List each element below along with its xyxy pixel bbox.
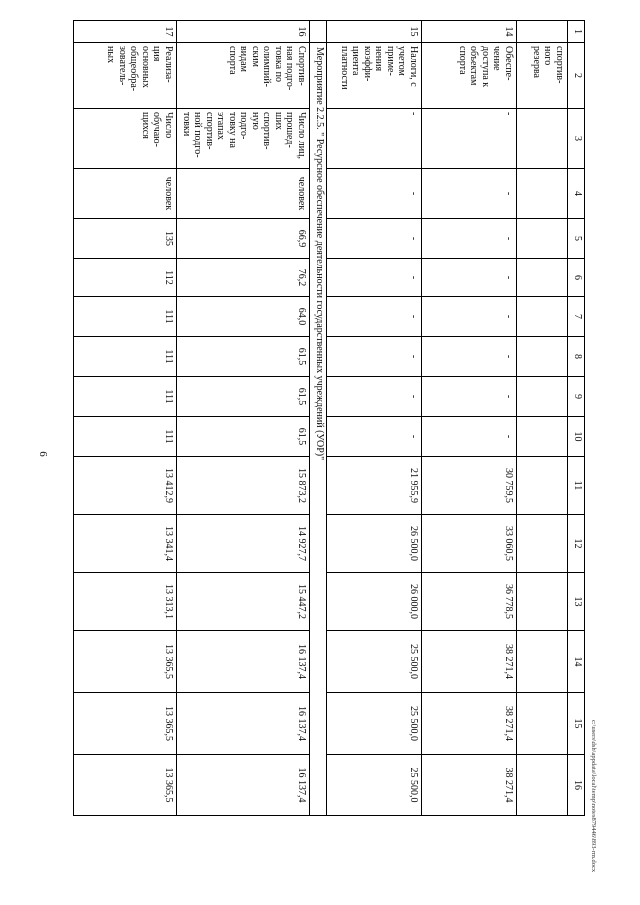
section-spacer (310, 21, 327, 43)
table-cell (517, 417, 568, 457)
table-cell: 76,2 (177, 259, 310, 297)
table-cell: - (327, 297, 422, 337)
table-cell: 64,0 (177, 297, 310, 337)
column-number-cell: 8 (568, 337, 585, 377)
table-cell: - (422, 417, 517, 457)
table-cell: 111 (74, 337, 177, 377)
table-cell: 111 (74, 377, 177, 417)
table-cell: - (327, 377, 422, 417)
column-number-cell: 13 (568, 573, 585, 631)
column-number-cell: 9 (568, 377, 585, 417)
table-cell: Обеспе- чение доступа к объектам спорта (422, 43, 517, 109)
table-cell: 13 365,5 (74, 631, 177, 693)
rotated-table-wrapper (60, 20, 585, 815)
table-cell: 16 (177, 21, 310, 43)
column-number-cell: 16 (568, 755, 585, 816)
table-row (517, 21, 568, 816)
section-row (310, 21, 327, 816)
column-number-cell: 7 (568, 297, 585, 337)
budget-table (73, 20, 585, 816)
section-title: Мероприятие 2.2.5. " Ресурсное обеспечение деятельности государственных учреждений (УОР)" (310, 43, 327, 816)
table-cell: человек (74, 169, 177, 219)
table-cell (517, 631, 568, 693)
table-cell: спортив- ного резерва (517, 43, 568, 109)
table-cell: 30 759,5 (422, 457, 517, 515)
column-number-cell: 10 (568, 417, 585, 457)
table-cell: - (327, 219, 422, 259)
table-cell: 13 341,4 (74, 515, 177, 573)
table-cell: - (327, 337, 422, 377)
table-cell: 16 137,4 (177, 631, 310, 693)
table-cell: 38 271,4 (422, 755, 517, 816)
table-row (327, 21, 422, 816)
table-cell: 33 060,5 (422, 515, 517, 573)
column-number-cell: 11 (568, 457, 585, 515)
column-number-cell: 12 (568, 515, 585, 573)
table-cell: - (327, 259, 422, 297)
table-cell: 135 (74, 219, 177, 259)
table-row (74, 21, 177, 816)
table-cell: 61,5 (177, 377, 310, 417)
table-cell: 16 137,4 (177, 755, 310, 816)
table-row (177, 21, 310, 816)
table-cell (517, 297, 568, 337)
column-number-cell: 6 (568, 259, 585, 297)
column-number-cell: 4 (568, 169, 585, 219)
table-cell: 14 927,7 (177, 515, 310, 573)
table-cell: 21 955,9 (327, 457, 422, 515)
table-cell: 26 500,0 (327, 515, 422, 573)
table-cell (517, 457, 568, 515)
column-number-cell: 5 (568, 219, 585, 259)
table-cell: Реализа- ция основных общеобра- зователь- ных (74, 43, 177, 109)
table-cell: 38 271,4 (422, 631, 517, 693)
table-cell: - (422, 337, 517, 377)
table-cell: 111 (74, 417, 177, 457)
table-cell: - (422, 259, 517, 297)
table-cell (517, 219, 568, 259)
column-number-cell: 3 (568, 109, 585, 169)
table-cell (517, 377, 568, 417)
table-cell: - (422, 219, 517, 259)
table-cell: Налоги, с учетом приме- нения коэффи- циента платности (327, 43, 422, 109)
table-cell (517, 21, 568, 43)
column-number-cell: 2 (568, 43, 585, 109)
table-cell: 38 271,4 (422, 693, 517, 755)
table-cell: - (327, 169, 422, 219)
table-cell: 25 500,0 (327, 693, 422, 755)
column-number-cell: 14 (568, 631, 585, 693)
table-cell: 111 (74, 297, 177, 337)
table-cell: 13 365,5 (74, 755, 177, 816)
footer-file-path: c:\users\dsh\appdata\local\temp\notes879446\893-rm.docx (590, 720, 597, 873)
table-cell (517, 693, 568, 755)
table-cell: 26 000,0 (327, 573, 422, 631)
column-number-cell: 1 (568, 21, 585, 43)
table-cell (517, 755, 568, 816)
table-cell: 66,9 (177, 219, 310, 259)
table-cell: 13 313,1 (74, 573, 177, 631)
table-cell (517, 169, 568, 219)
table-cell: - (422, 169, 517, 219)
table-cell: - (422, 109, 517, 169)
table-cell: 25 500,0 (327, 755, 422, 816)
table-cell (517, 573, 568, 631)
table-cell: 16 137,4 (177, 693, 310, 755)
table-cell: 61,5 (177, 337, 310, 377)
table-cell: - (327, 417, 422, 457)
table-cell: Спортив- ная подго- товка по олимпий- ским видам спорта (177, 43, 310, 109)
table-cell: - (422, 377, 517, 417)
table-cell: - (422, 297, 517, 337)
table-cell (517, 109, 568, 169)
table-cell (517, 259, 568, 297)
table-cell: 61,5 (177, 417, 310, 457)
table-cell: человек (177, 169, 310, 219)
table-cell: 15 (327, 21, 422, 43)
table-cell: 15 447,2 (177, 573, 310, 631)
table-cell: 13 365,5 (74, 693, 177, 755)
table-cell: 13 412,9 (74, 457, 177, 515)
table-cell: 112 (74, 259, 177, 297)
table-cell (517, 515, 568, 573)
table-cell: 15 873,2 (177, 457, 310, 515)
table-cell: 25 500,0 (327, 631, 422, 693)
column-number-row (568, 21, 585, 816)
page-number: 6 (36, 451, 49, 457)
table-cell: - (327, 109, 422, 169)
table-cell: Число обучаю- щихся (74, 109, 177, 169)
table-cell (517, 337, 568, 377)
table-cell: Число лиц, прошед- ших спортив- ную подго- товку на этапах спортив- ной подго- товки (177, 109, 310, 169)
table-cell: 36 778,5 (422, 573, 517, 631)
table-row (422, 21, 517, 816)
column-number-cell: 15 (568, 693, 585, 755)
table-cell: 14 (422, 21, 517, 43)
table-cell: 17 (74, 21, 177, 43)
